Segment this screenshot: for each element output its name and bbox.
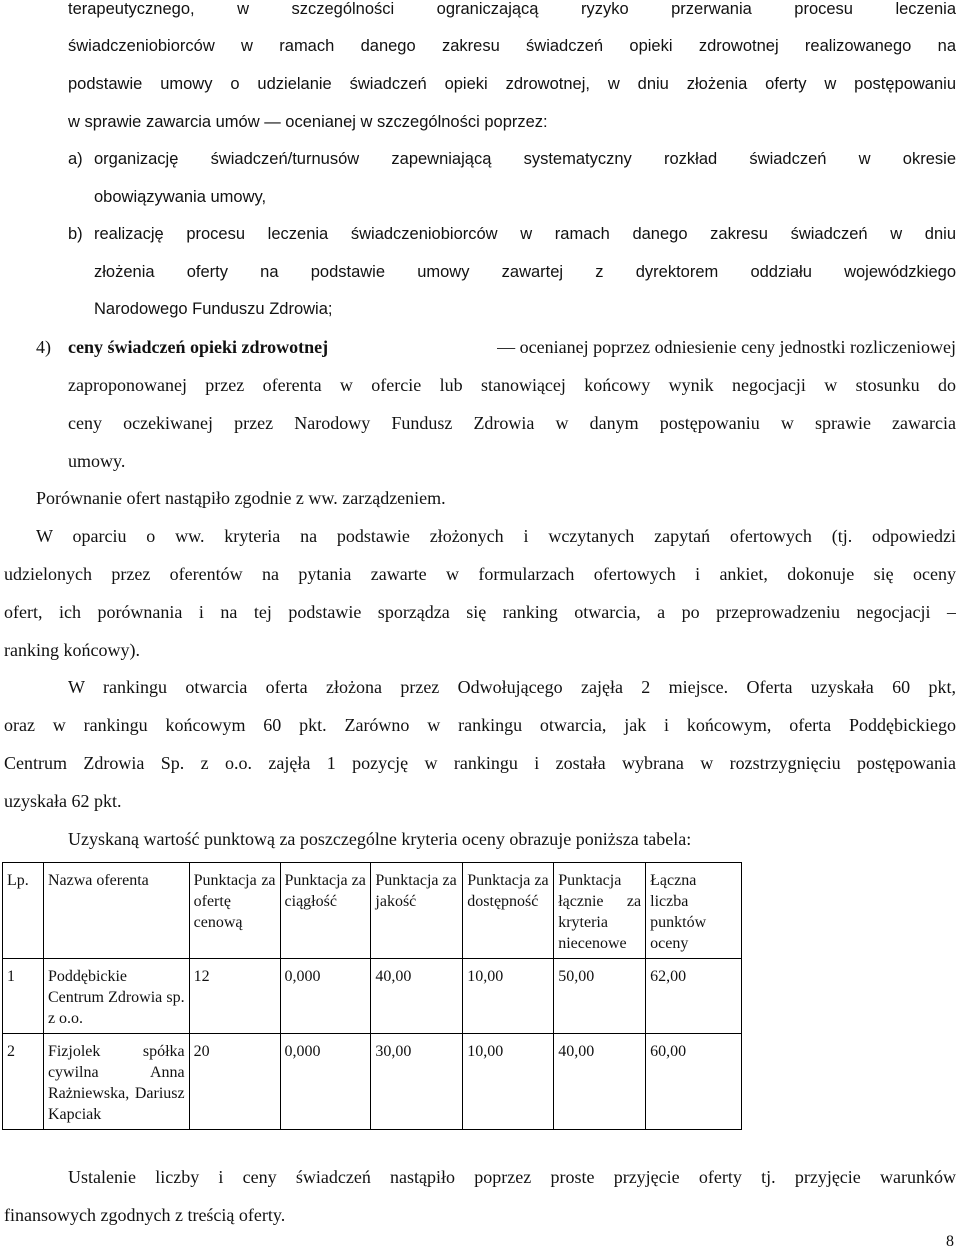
cell-availability: 10,00 bbox=[463, 959, 554, 1034]
ranking-line-1: W rankingu otwarcia oferta złożona przez Odwołującego zajęła 2 miejsce. Oferta uzyskała 60 pkt, bbox=[68, 677, 956, 697]
cell-total: 60,00 bbox=[646, 1034, 742, 1130]
header-nonprice bbox=[554, 863, 646, 959]
final-line-1: Ustalenie liczby i ceny świadczeń nastąpiło poprzez proste przyjęcie oferty tj. przyjęcie warunków bbox=[68, 1167, 956, 1187]
intro-line-2: świadczeniobiorców w ramach danego zakresu świadczeń opieki zdrowotnej realizowanego na bbox=[68, 37, 956, 55]
cell-name-text: Poddębickie Centrum Zdrowia sp. z o.o. bbox=[47, 968, 185, 1027]
basis-line-1: W oparciu o ww. kryteria na podstawie złożonych i wczytanych zapytań ofertowych (tj. odpowiedzi bbox=[36, 526, 956, 546]
item-4-line-3: ceny oczekiwanej przez Narodowy Fundusz Zdrowia w danym postępowaniu w sprawie zawarcia bbox=[68, 413, 956, 433]
item-4-line-4: umowy. bbox=[68, 451, 126, 471]
comparison-paragraph: Porównanie ofert nastąpiło zgodnie z ww. zarządzeniem. bbox=[36, 488, 446, 508]
table-row bbox=[3, 1034, 742, 1130]
item-4-bold-text: ceny świadczeń opieki zdrowotnej bbox=[68, 337, 329, 357]
item-b-line-3: Narodowego Funduszu Zdrowia; bbox=[94, 300, 333, 318]
header-availability: Punktacja za dostępność bbox=[463, 863, 554, 959]
item-4-line-1 bbox=[68, 337, 956, 358]
cell-lp: 1 bbox=[3, 959, 44, 1034]
cell-continuity: 0,000 bbox=[280, 1034, 371, 1130]
header-price bbox=[189, 863, 280, 959]
cell-quality: 30,00 bbox=[371, 1034, 463, 1130]
item-a-line-1: organizację świadczeń/turnusów zapewniającą systematyczny rozkład świadczeń w okresie bbox=[94, 150, 956, 168]
header-continuity: Punktacja za ciągłość bbox=[280, 863, 371, 959]
header-quality: Punktacja za jakość bbox=[371, 863, 463, 959]
ranking-line-2: oraz w rankingu końcowym 60 pkt. Zarówno w rankingu otwarcia, jak i końcowym, oferta Poddębickiego bbox=[4, 715, 956, 735]
cell-name bbox=[43, 1034, 189, 1130]
item-b-label: b) bbox=[68, 225, 83, 243]
item-b-line-2: złożenia oferty na podstawie umowy zawartej z dyrektorem oddziału wojewódzkiego bbox=[94, 263, 956, 281]
cell-lp: 2 bbox=[3, 1034, 44, 1130]
cell-nonprice: 40,00 bbox=[554, 1034, 646, 1130]
item-b-line-1: realizację procesu leczenia świadczeniobiorców w ramach danego zakresu świadczeń w dniu bbox=[94, 225, 956, 243]
cell-quality: 40,00 bbox=[371, 959, 463, 1034]
criteria-table bbox=[2, 862, 742, 1130]
item-4-label: 4) bbox=[36, 337, 51, 357]
item-4-line-1-rest: — ocenianej poprzez odniesienie ceny jednostki rozliczeniowej bbox=[497, 337, 956, 357]
final-line-2: finansowych zgodnych z treścią oferty. bbox=[4, 1205, 286, 1225]
intro-line-3: podstawie umowy o udzielanie świadczeń opieki zdrowotnej, w dniu złożenia oferty w postępowaniu bbox=[68, 75, 956, 93]
basis-line-4: ranking końcowy). bbox=[4, 640, 140, 660]
item-a-label: a) bbox=[68, 150, 83, 168]
cell-total: 62,00 bbox=[646, 959, 742, 1034]
header-total: Łączna liczba punktów oceny bbox=[646, 863, 742, 959]
cell-name-text: Fizjolek spółka cywilna Anna Rażniewska, Dariusz Kapciak bbox=[47, 1043, 185, 1123]
cell-name bbox=[43, 959, 189, 1034]
table-intro: Uzyskaną wartość punktową za poszczególne kryteria oceny obrazuje poniższa tabela: bbox=[68, 829, 692, 849]
page-number: 8 bbox=[946, 1233, 954, 1250]
cell-price: 20 bbox=[189, 1034, 280, 1130]
intro-line-4: w sprawie zawarcia umów — ocenianej w szczególności poprzez: bbox=[68, 113, 548, 131]
cell-availability: 10,00 bbox=[463, 1034, 554, 1130]
cell-price: 12 bbox=[189, 959, 280, 1034]
item-a-line-2: obowiązywania umowy, bbox=[94, 188, 267, 206]
basis-line-3: ofert, ich porównania i na tej podstawie sporządza się ranking otwarcia, a po przeprowadzeniu negocjacji – bbox=[4, 602, 956, 622]
header-lp: Lp. bbox=[3, 863, 44, 959]
header-nonprice-text: Punktacja łącznie za kryteria niecenowe bbox=[558, 872, 642, 952]
table-header-row bbox=[3, 863, 742, 959]
header-price-text: Punktacja za ofertę cenową bbox=[193, 872, 276, 931]
ranking-line-3: Centrum Zdrowia Sp. z o.o. zajęła 1 pozycję w rankingu i została wybrana w rozstrzygnięciu postępowania bbox=[4, 753, 956, 773]
item-4-line-2: zaproponowanej przez oferenta w ofercie lub stanowiącej końcowy wynik negocjacji w stosunku do bbox=[68, 375, 956, 395]
cell-nonprice: 50,00 bbox=[554, 959, 646, 1034]
header-name: Nazwa oferenta bbox=[43, 863, 189, 959]
intro-line-1: terapeutycznego, w szczególności ograniczającą ryzyko przerwania procesu leczenia bbox=[68, 0, 956, 18]
basis-line-2: udzielonych przez oferentów na pytania zawarte w formularzach ofertowych i ankiet, dokonuje się oceny bbox=[4, 564, 956, 584]
cell-continuity: 0,000 bbox=[280, 959, 371, 1034]
table-row bbox=[3, 959, 742, 1034]
ranking-line-4: uzyskała 62 pkt. bbox=[4, 791, 122, 811]
